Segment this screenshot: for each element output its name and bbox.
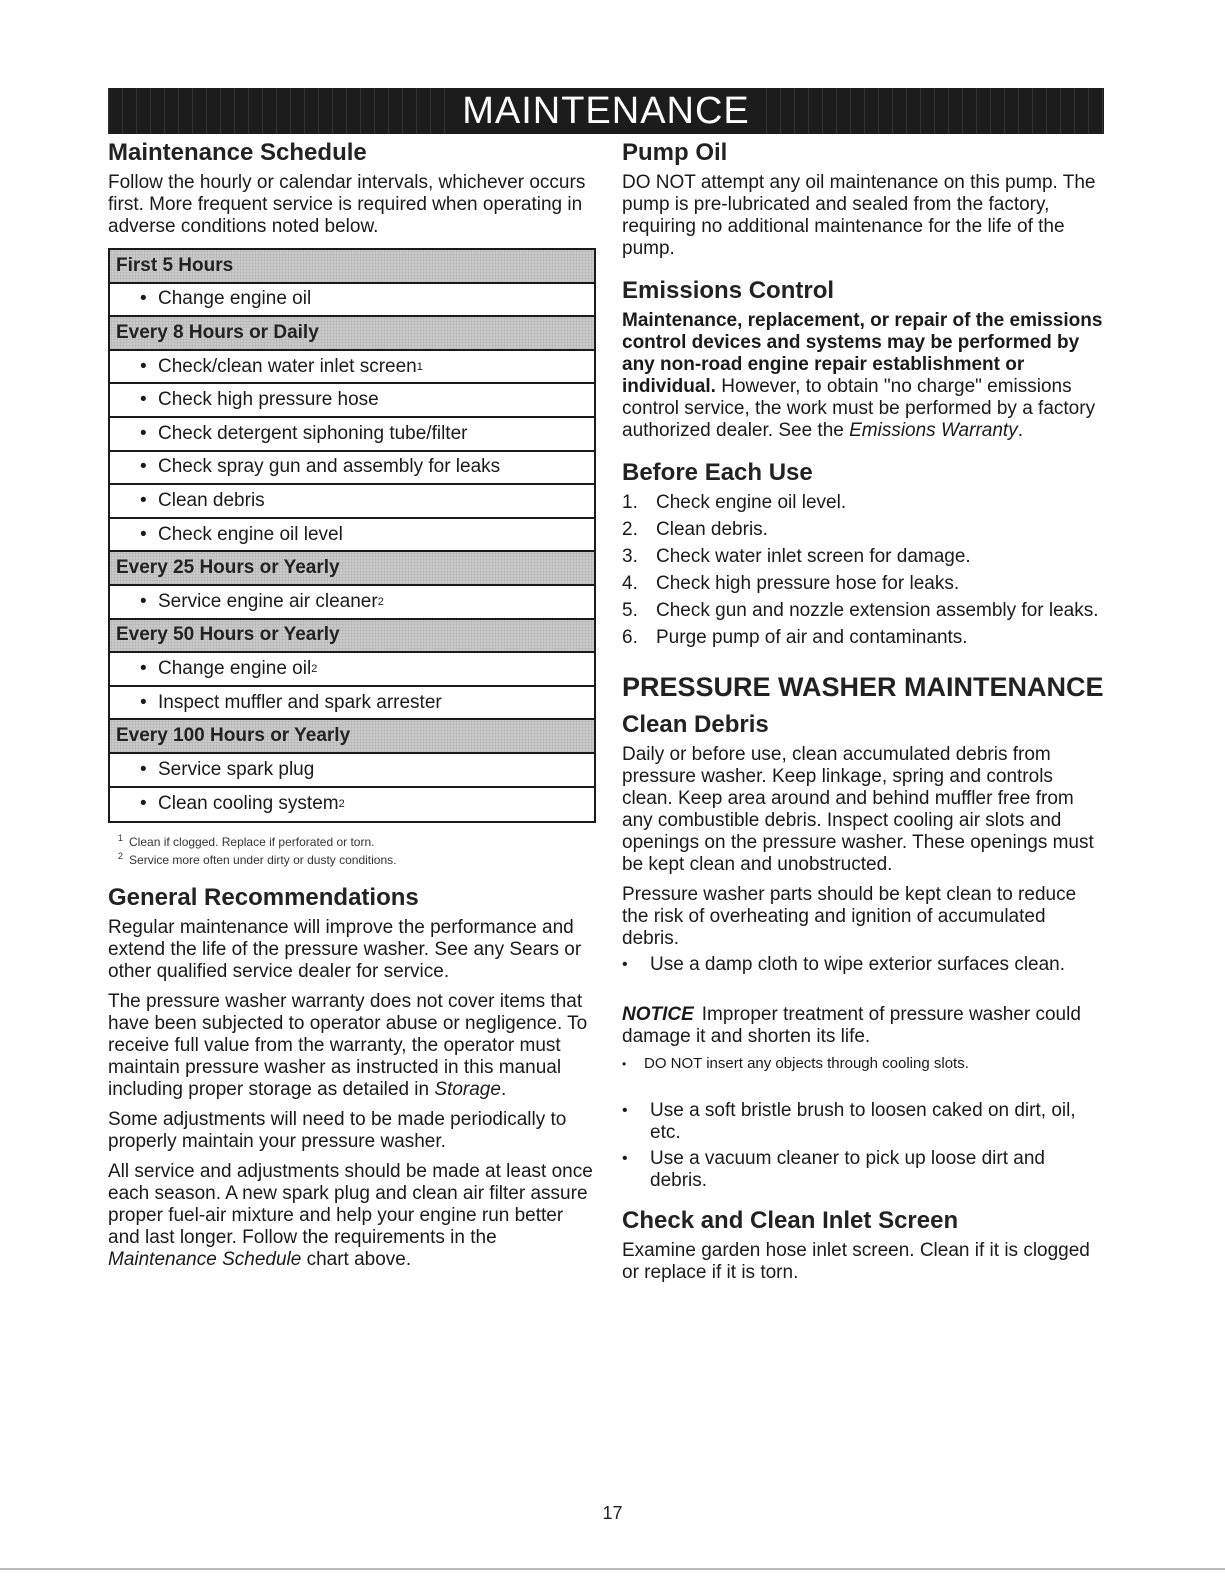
clean-debris-bullets-2 bbox=[622, 1100, 1104, 1192]
clean-debris-p2: Pressure washer parts should be kept clean to reduce the risk of overheating and ignition of accumulated debris. bbox=[622, 884, 1077, 949]
general-p1: Regular maintenance will improve the performance and extend the life of the pressure washer. See any Sears or other qualified service dealer for service. bbox=[108, 917, 582, 983]
schedule-task: • Check detergent siphoning tube/filter bbox=[110, 418, 594, 452]
notice-label: NOTICE bbox=[622, 1004, 694, 1025]
inlet-screen-text: Examine garden hose inlet screen. Clean if it is clogged or replace if it is torn. bbox=[622, 1240, 1090, 1283]
list-item: 2. Clean debris. bbox=[622, 519, 768, 540]
list-item: • Use a damp cloth to wipe exterior surfaces clean. bbox=[622, 954, 1066, 975]
general-recommendations-heading: General Recommendations bbox=[108, 884, 419, 912]
schedule-task: • Check engine oil level bbox=[110, 519, 594, 553]
maintenance-schedule-heading: Maintenance Schedule bbox=[108, 139, 367, 166]
schedule-interval-header: First 5 Hours bbox=[110, 250, 594, 284]
storage-ref: Storage bbox=[434, 1079, 501, 1101]
maintenance-schedule-ref: Maintenance Schedule bbox=[108, 1249, 302, 1271]
clean-debris-p1: Daily or before use, clean accumulated debris from pressure washer. Keep linkage, spring and controls clean. Keep area around and behind muffler free from any combustible debris. Inspect cooling air slots and openings on the pressure washer. These openings must be kept clean and unobstructed. bbox=[622, 744, 1094, 875]
schedule-task: • Clean cooling system 2 bbox=[140, 793, 345, 815]
list-item: • Use a vacuum cleaner to pick up loose dirt and debris. bbox=[622, 1148, 1045, 1191]
schedule-task: • Change engine oil 2 bbox=[110, 653, 594, 687]
list-item: 5. Check gun and nozzle extension assembly for leaks. bbox=[622, 600, 1099, 621]
schedule-task: • Service spark plug bbox=[110, 754, 594, 788]
schedule-task: • Check spray gun and assembly for leaks bbox=[110, 452, 594, 486]
before-use-steps bbox=[622, 492, 1104, 649]
list-item: 4. Check high pressure hose for leaks. bbox=[622, 573, 960, 594]
right-column bbox=[622, 138, 1104, 1284]
notice-block: NOTICE Improper treatment of pressure washer could damage it and shorten its life. bbox=[622, 1004, 1081, 1047]
notice-bullet: • DO NOT insert any objects through cooling slots. bbox=[622, 1055, 969, 1072]
footnote: $^2$ Service more often under dirty or dusty conditions. bbox=[118, 851, 397, 868]
list-item: 6. Purge pump of air and contaminants. bbox=[622, 627, 968, 648]
footnote: $^1$ Clean if clogged. Replace if perforated or torn. bbox=[118, 833, 375, 850]
pump-oil-heading: Pump Oil bbox=[622, 139, 728, 166]
emissions-control-heading: Emissions Control bbox=[622, 277, 835, 304]
page-number: 17 bbox=[602, 1503, 623, 1523]
schedule-task: • Check/clean water inlet screen 1 bbox=[110, 351, 594, 385]
schedule-task: • Clean debris bbox=[110, 485, 594, 519]
before-each-use-heading: Before Each Use bbox=[622, 459, 813, 486]
general-p2: The pressure washer warranty does not cover items that have been subjected to operator abuse or negligence. To receive full value from the warranty, the operator must maintain pressure washer as instructed in this manual including proper storage as detailed in Storage. bbox=[108, 991, 588, 1101]
schedule-interval-header: Every 25 Hours or Yearly bbox=[110, 552, 594, 586]
clean-debris-heading: Clean Debris bbox=[622, 711, 769, 738]
schedule-task: • Service engine air cleaner 2 bbox=[110, 586, 594, 620]
pump-oil-text: DO NOT attempt any oil maintenance on this pump. The pump is pre-lubricated and sealed from the factory, requiring no additional maintenance for the life of the pump. bbox=[622, 172, 1096, 259]
inlet-screen-heading: Check and Clean Inlet Screen bbox=[622, 1207, 959, 1234]
list-item: • Use a soft bristle brush to loosen caked on dirt, oil, etc. bbox=[622, 1100, 1076, 1143]
list-item: 1. Check engine oil level. bbox=[622, 492, 847, 513]
schedule-interval-header: Every 8 Hours or Daily bbox=[110, 317, 594, 351]
pressure-washer-maintenance-heading: PRESSURE WASHER MAINTENANCE bbox=[622, 672, 1104, 702]
schedule-footnotes bbox=[108, 833, 596, 869]
general-p4: All service and adjustments should be made at least once each season. A new spark plug and clean air filter assure proper fuel-air mixture and help your engine run better and last longer. Follow the requirements in the Maintenance Schedule chart above. bbox=[108, 1161, 593, 1271]
section-banner bbox=[108, 88, 1104, 134]
clean-debris-bullets-1 bbox=[622, 954, 1104, 976]
schedule-interval-header: Every 50 Hours or Yearly bbox=[110, 620, 594, 654]
page-edge-rule bbox=[0, 1568, 1225, 1570]
list-item: 3. Check water inlet screen for damage. bbox=[622, 546, 971, 567]
schedule-task: • Change engine oil bbox=[110, 284, 594, 318]
general-p3: Some adjustments will need to be made periodically to properly maintain your pressure washer. bbox=[108, 1109, 567, 1153]
emissions-text: Maintenance, replacement, or repair of the emissions control devices and systems may be performed by any non-road engine repair establishment or individual. However, to obtain "no charge" emissions control service, the work must be performed by a factory authorized dealer. See the Emissions Warranty. bbox=[622, 310, 1103, 441]
banner-title: MAINTENANCE bbox=[448, 88, 764, 134]
maintenance-schedule-table bbox=[108, 248, 596, 823]
schedule-intro: Follow the hourly or calendar intervals, whichever occurs first. More frequent service is required when operating in adverse conditions noted below. bbox=[108, 172, 586, 237]
schedule-task: • Check high pressure hose bbox=[110, 384, 594, 418]
left-column bbox=[108, 138, 596, 1271]
emissions-warranty-ref: Emissions Warranty bbox=[849, 420, 1018, 441]
schedule-task: • Inspect muffler and spark arrester bbox=[110, 687, 594, 721]
schedule-interval-header: Every 100 Hours or Yearly bbox=[110, 720, 594, 754]
